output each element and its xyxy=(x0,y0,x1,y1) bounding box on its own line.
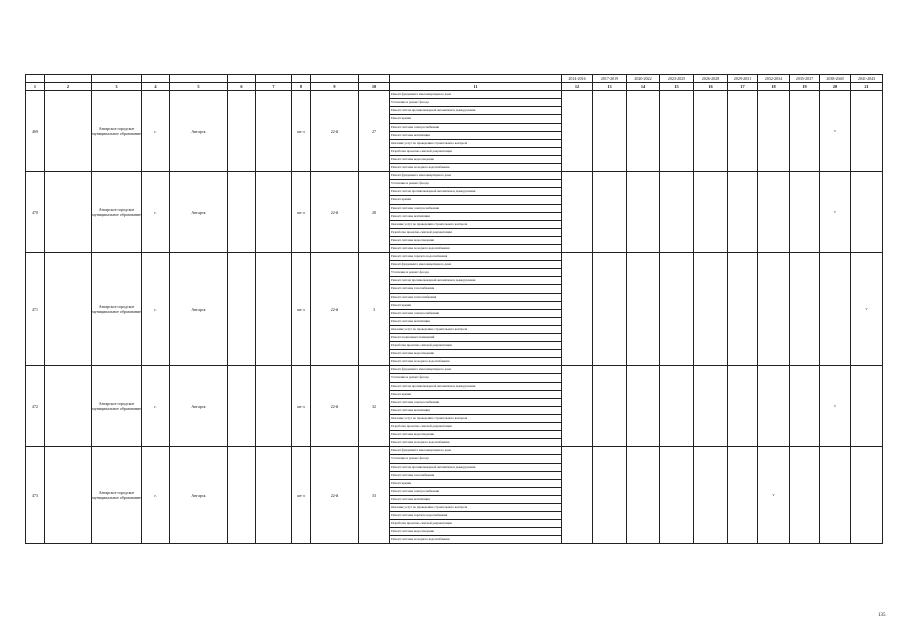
locality-type: г. xyxy=(142,91,170,172)
work-item: Ремонт системы вентиляции xyxy=(390,406,562,414)
record-number: 473 xyxy=(26,447,45,544)
period-cell xyxy=(728,253,758,366)
period-cell xyxy=(660,91,694,172)
column-number: 2 xyxy=(45,83,92,91)
header-blank-cell xyxy=(92,75,142,83)
work-item: Оказание услуг по проведению строительного контроля xyxy=(390,139,562,147)
column-number: 19 xyxy=(790,83,820,91)
locality: Ангарск xyxy=(170,91,228,172)
period-cell xyxy=(593,172,627,253)
municipality: Ангарское городское муниципальное образование xyxy=(92,366,142,447)
municipality: Ангарское городское муниципальное образование xyxy=(92,172,142,253)
period-cell xyxy=(694,366,728,447)
column-number: 13 xyxy=(593,83,627,91)
header-blank-cell xyxy=(142,75,170,83)
work-item: Ремонт системы газоснабжения xyxy=(390,471,562,479)
work-item: Разработка проектно-сметной документации xyxy=(390,342,562,350)
column-number: 5 xyxy=(170,83,228,91)
street-type: кв-л xyxy=(292,172,311,253)
header-blank-cell xyxy=(26,75,45,83)
period-header: 2017-2019 xyxy=(593,75,627,83)
schedule-mark: V xyxy=(820,172,851,253)
work-item: Утепление и ремонт фасада xyxy=(390,99,562,107)
period-cell xyxy=(562,366,593,447)
period-cell xyxy=(562,447,593,544)
period-cell xyxy=(694,172,728,253)
column-number: 15 xyxy=(660,83,694,91)
blank-cell xyxy=(228,447,256,544)
table-row xyxy=(26,253,883,261)
work-item: Ремонт системы электроснабжения xyxy=(390,309,562,317)
period-cell xyxy=(593,447,627,544)
work-item: Оказание услуг по проведению строительного контроля xyxy=(390,414,562,422)
header-numbers-row xyxy=(26,83,883,91)
column-number: 4 xyxy=(142,83,170,91)
district: 22-й xyxy=(311,172,359,253)
period-cell xyxy=(694,447,728,544)
period-cell xyxy=(562,91,593,172)
table-row xyxy=(26,91,883,99)
schedule-mark: V xyxy=(820,91,851,172)
work-item: Ремонт системы электроснабжения xyxy=(390,123,562,131)
period-cell xyxy=(790,253,820,366)
blank-cell xyxy=(256,366,292,447)
blank-cell xyxy=(228,172,256,253)
period-header: 2014-2016 xyxy=(562,75,593,83)
period-header: 2041-2043 xyxy=(851,75,883,83)
work-item: Ремонт фундамента многоквартирного дома xyxy=(390,91,562,99)
street-type: кв-л xyxy=(292,91,311,172)
blank-cell xyxy=(45,366,92,447)
locality-type: г. xyxy=(142,253,170,366)
blank-cell xyxy=(256,172,292,253)
repair-schedule-table xyxy=(25,74,883,544)
period-cell xyxy=(820,253,851,366)
locality: Ангарск xyxy=(170,253,228,366)
header-blank-cell xyxy=(170,75,228,83)
period-cell xyxy=(851,366,883,447)
work-item: Ремонт системы водоотведения xyxy=(390,155,562,163)
work-item: Ремонт систем противопожарной автоматики и дымоудаления xyxy=(390,107,562,115)
header-blank-cell xyxy=(311,75,359,83)
work-item: Ремонт подвальных помещений xyxy=(390,334,562,342)
work-item: Ремонт фундамента многоквартирного дома xyxy=(390,261,562,269)
street-type: кв-л xyxy=(292,447,311,544)
work-item: Ремонт системы газоснабжения xyxy=(390,285,562,293)
work-item: Ремонт системы горячего водоснабжения xyxy=(390,512,562,520)
column-number: 16 xyxy=(694,83,728,91)
district: 22-й xyxy=(311,91,359,172)
work-item: Ремонт системы вентиляции xyxy=(390,212,562,220)
house-number: 28 xyxy=(359,172,390,253)
locality: Ангарск xyxy=(170,172,228,253)
period-header: 2023-2025 xyxy=(660,75,694,83)
period-header: 2038-2040 xyxy=(820,75,851,83)
work-item: Ремонт системы холодного водоснабжения xyxy=(390,358,562,366)
period-cell xyxy=(660,366,694,447)
work-item: Ремонт фундамента многоквартирного дома xyxy=(390,366,562,374)
municipality: Ангарское городское муниципальное образование xyxy=(92,91,142,172)
blank-cell xyxy=(256,447,292,544)
header-blank-cell xyxy=(390,75,562,83)
column-number: 20 xyxy=(820,83,851,91)
period-header: 2026-2028 xyxy=(694,75,728,83)
period-cell xyxy=(660,447,694,544)
period-cell xyxy=(728,447,758,544)
header-blank-cell xyxy=(292,75,311,83)
work-item: Ремонт систем противопожарной автоматики и дымоудаления xyxy=(390,188,562,196)
period-cell xyxy=(790,447,820,544)
work-item: Ремонт крыши xyxy=(390,115,562,123)
work-item: Разработка проектно-сметной документации xyxy=(390,423,562,431)
work-item: Ремонт крыши xyxy=(390,479,562,487)
work-item: Утепление и ремонт фасада xyxy=(390,374,562,382)
table-row xyxy=(26,172,883,180)
work-item: Ремонт системы вентиляции xyxy=(390,317,562,325)
period-cell xyxy=(728,91,758,172)
column-number: 12 xyxy=(562,83,593,91)
house-number: 32 xyxy=(359,366,390,447)
table-row xyxy=(26,447,883,455)
header-periods-row xyxy=(26,75,883,83)
period-cell xyxy=(851,91,883,172)
column-number: 8 xyxy=(292,83,311,91)
house-number: 33 xyxy=(359,447,390,544)
period-cell xyxy=(728,172,758,253)
period-cell xyxy=(790,366,820,447)
table-body xyxy=(26,75,883,544)
period-cell xyxy=(562,253,593,366)
period-header: 2029-2031 xyxy=(728,75,758,83)
period-cell xyxy=(562,172,593,253)
work-item: Ремонт крыши xyxy=(390,390,562,398)
period-cell xyxy=(851,447,883,544)
street-type: кв-л xyxy=(292,366,311,447)
work-item: Оказание услуг по проведению строительного контроля xyxy=(390,325,562,333)
work-item: Оказание услуг по проведению строительного контроля xyxy=(390,220,562,228)
work-item: Утепление и ремонт фасада xyxy=(390,180,562,188)
work-item: Оказание услуг по проведению строительного контроля xyxy=(390,503,562,511)
work-item: Разработка проектно-сметной документации xyxy=(390,520,562,528)
work-item: Ремонт системы водоотведения xyxy=(390,236,562,244)
blank-cell xyxy=(45,253,92,366)
period-cell xyxy=(627,366,660,447)
work-item: Ремонт систем противопожарной автоматики и дымоудаления xyxy=(390,463,562,471)
locality: Ангарск xyxy=(170,447,228,544)
blank-cell xyxy=(45,447,92,544)
record-number: 472 xyxy=(26,366,45,447)
blank-cell xyxy=(228,253,256,366)
district: 22-й xyxy=(311,253,359,366)
work-item: Ремонт системы холодного водоснабжения xyxy=(390,164,562,172)
column-number: 18 xyxy=(758,83,790,91)
work-item: Ремонт крыши xyxy=(390,301,562,309)
period-cell xyxy=(758,366,790,447)
work-item: Ремонт системы водоотведения xyxy=(390,350,562,358)
period-cell xyxy=(593,366,627,447)
locality-type: г. xyxy=(142,447,170,544)
period-cell xyxy=(758,91,790,172)
locality-type: г. xyxy=(142,366,170,447)
district: 22-й xyxy=(311,447,359,544)
blank-cell xyxy=(256,253,292,366)
period-cell xyxy=(627,91,660,172)
work-item: Ремонт системы водоотведения xyxy=(390,431,562,439)
record-number: 471 xyxy=(26,253,45,366)
work-item: Ремонт системы холодного водоснабжения xyxy=(390,244,562,252)
period-cell xyxy=(758,172,790,253)
period-cell xyxy=(627,447,660,544)
period-header: 2020-2022 xyxy=(627,75,660,83)
district: 22-й xyxy=(311,366,359,447)
record-number: 469 xyxy=(26,91,45,172)
locality-type: г. xyxy=(142,172,170,253)
work-item: Ремонт системы электроснабжения xyxy=(390,487,562,495)
work-item: Разработка проектно-сметной документации xyxy=(390,147,562,155)
period-header: 2035-2037 xyxy=(790,75,820,83)
work-item: Ремонт системы вентиляции xyxy=(390,131,562,139)
period-cell xyxy=(627,253,660,366)
schedule-mark: V xyxy=(851,253,883,366)
house-number: 27 xyxy=(359,91,390,172)
work-item: Ремонт систем противопожарной автоматики и дымоудаления xyxy=(390,277,562,285)
work-item: Ремонт системы водоотведения xyxy=(390,528,562,536)
blank-cell xyxy=(45,91,92,172)
period-cell xyxy=(790,172,820,253)
work-item: Утепление и ремонт фасада xyxy=(390,269,562,277)
column-number: 10 xyxy=(359,83,390,91)
period-cell xyxy=(660,253,694,366)
column-number: 17 xyxy=(728,83,758,91)
table-row xyxy=(26,366,883,374)
work-item: Ремонт системы вентиляции xyxy=(390,495,562,503)
period-cell xyxy=(758,253,790,366)
street-type: кв-л xyxy=(292,253,311,366)
work-item: Ремонт систем противопожарной автоматики и дымоудаления xyxy=(390,382,562,390)
column-number: 6 xyxy=(228,83,256,91)
schedule-mark: V xyxy=(758,447,790,544)
work-item: Разработка проектно-сметной документации xyxy=(390,228,562,236)
house-number: 3 xyxy=(359,253,390,366)
work-item: Ремонт фундамента многоквартирного дома xyxy=(390,447,562,455)
period-header: 2032-2034 xyxy=(758,75,790,83)
blank-cell xyxy=(256,91,292,172)
work-item: Ремонт системы теплоснабжения xyxy=(390,293,562,301)
work-item: Ремонт фундамента многоквартирного дома xyxy=(390,172,562,180)
column-number: 3 xyxy=(92,83,142,91)
header-blank-cell xyxy=(359,75,390,83)
header-blank-cell xyxy=(228,75,256,83)
period-cell xyxy=(728,366,758,447)
work-item: Ремонт системы электроснабжения xyxy=(390,204,562,212)
blank-cell xyxy=(228,366,256,447)
column-number: 11 xyxy=(390,83,562,91)
work-item: Ремонт крыши xyxy=(390,196,562,204)
record-number: 470 xyxy=(26,172,45,253)
period-cell xyxy=(851,172,883,253)
work-item: Ремонт системы электроснабжения xyxy=(390,398,562,406)
period-cell xyxy=(593,253,627,366)
period-cell xyxy=(694,253,728,366)
header-blank-cell xyxy=(45,75,92,83)
period-cell xyxy=(660,172,694,253)
schedule-mark: V xyxy=(820,366,851,447)
column-number: 1 xyxy=(26,83,45,91)
header-blank-cell xyxy=(256,75,292,83)
column-number: 9 xyxy=(311,83,359,91)
work-item: Ремонт системы холодного водоснабжения xyxy=(390,439,562,447)
column-number: 14 xyxy=(627,83,660,91)
column-number: 21 xyxy=(851,83,883,91)
locality: Ангарск xyxy=(170,366,228,447)
municipality: Ангарское городское муниципальное образование xyxy=(92,447,142,544)
blank-cell xyxy=(228,91,256,172)
work-item: Ремонт системы горячего водоснабжения xyxy=(390,253,562,261)
blank-cell xyxy=(45,172,92,253)
period-cell xyxy=(593,91,627,172)
work-item: Ремонт системы холодного водоснабжения xyxy=(390,536,562,544)
period-cell xyxy=(694,91,728,172)
period-cell xyxy=(627,172,660,253)
period-cell xyxy=(820,447,851,544)
page-number: 135 xyxy=(878,613,886,618)
period-cell xyxy=(790,91,820,172)
municipality: Ангарское городское муниципальное образование xyxy=(92,253,142,366)
work-item: Утепление и ремонт фасада xyxy=(390,455,562,463)
column-number: 7 xyxy=(256,83,292,91)
